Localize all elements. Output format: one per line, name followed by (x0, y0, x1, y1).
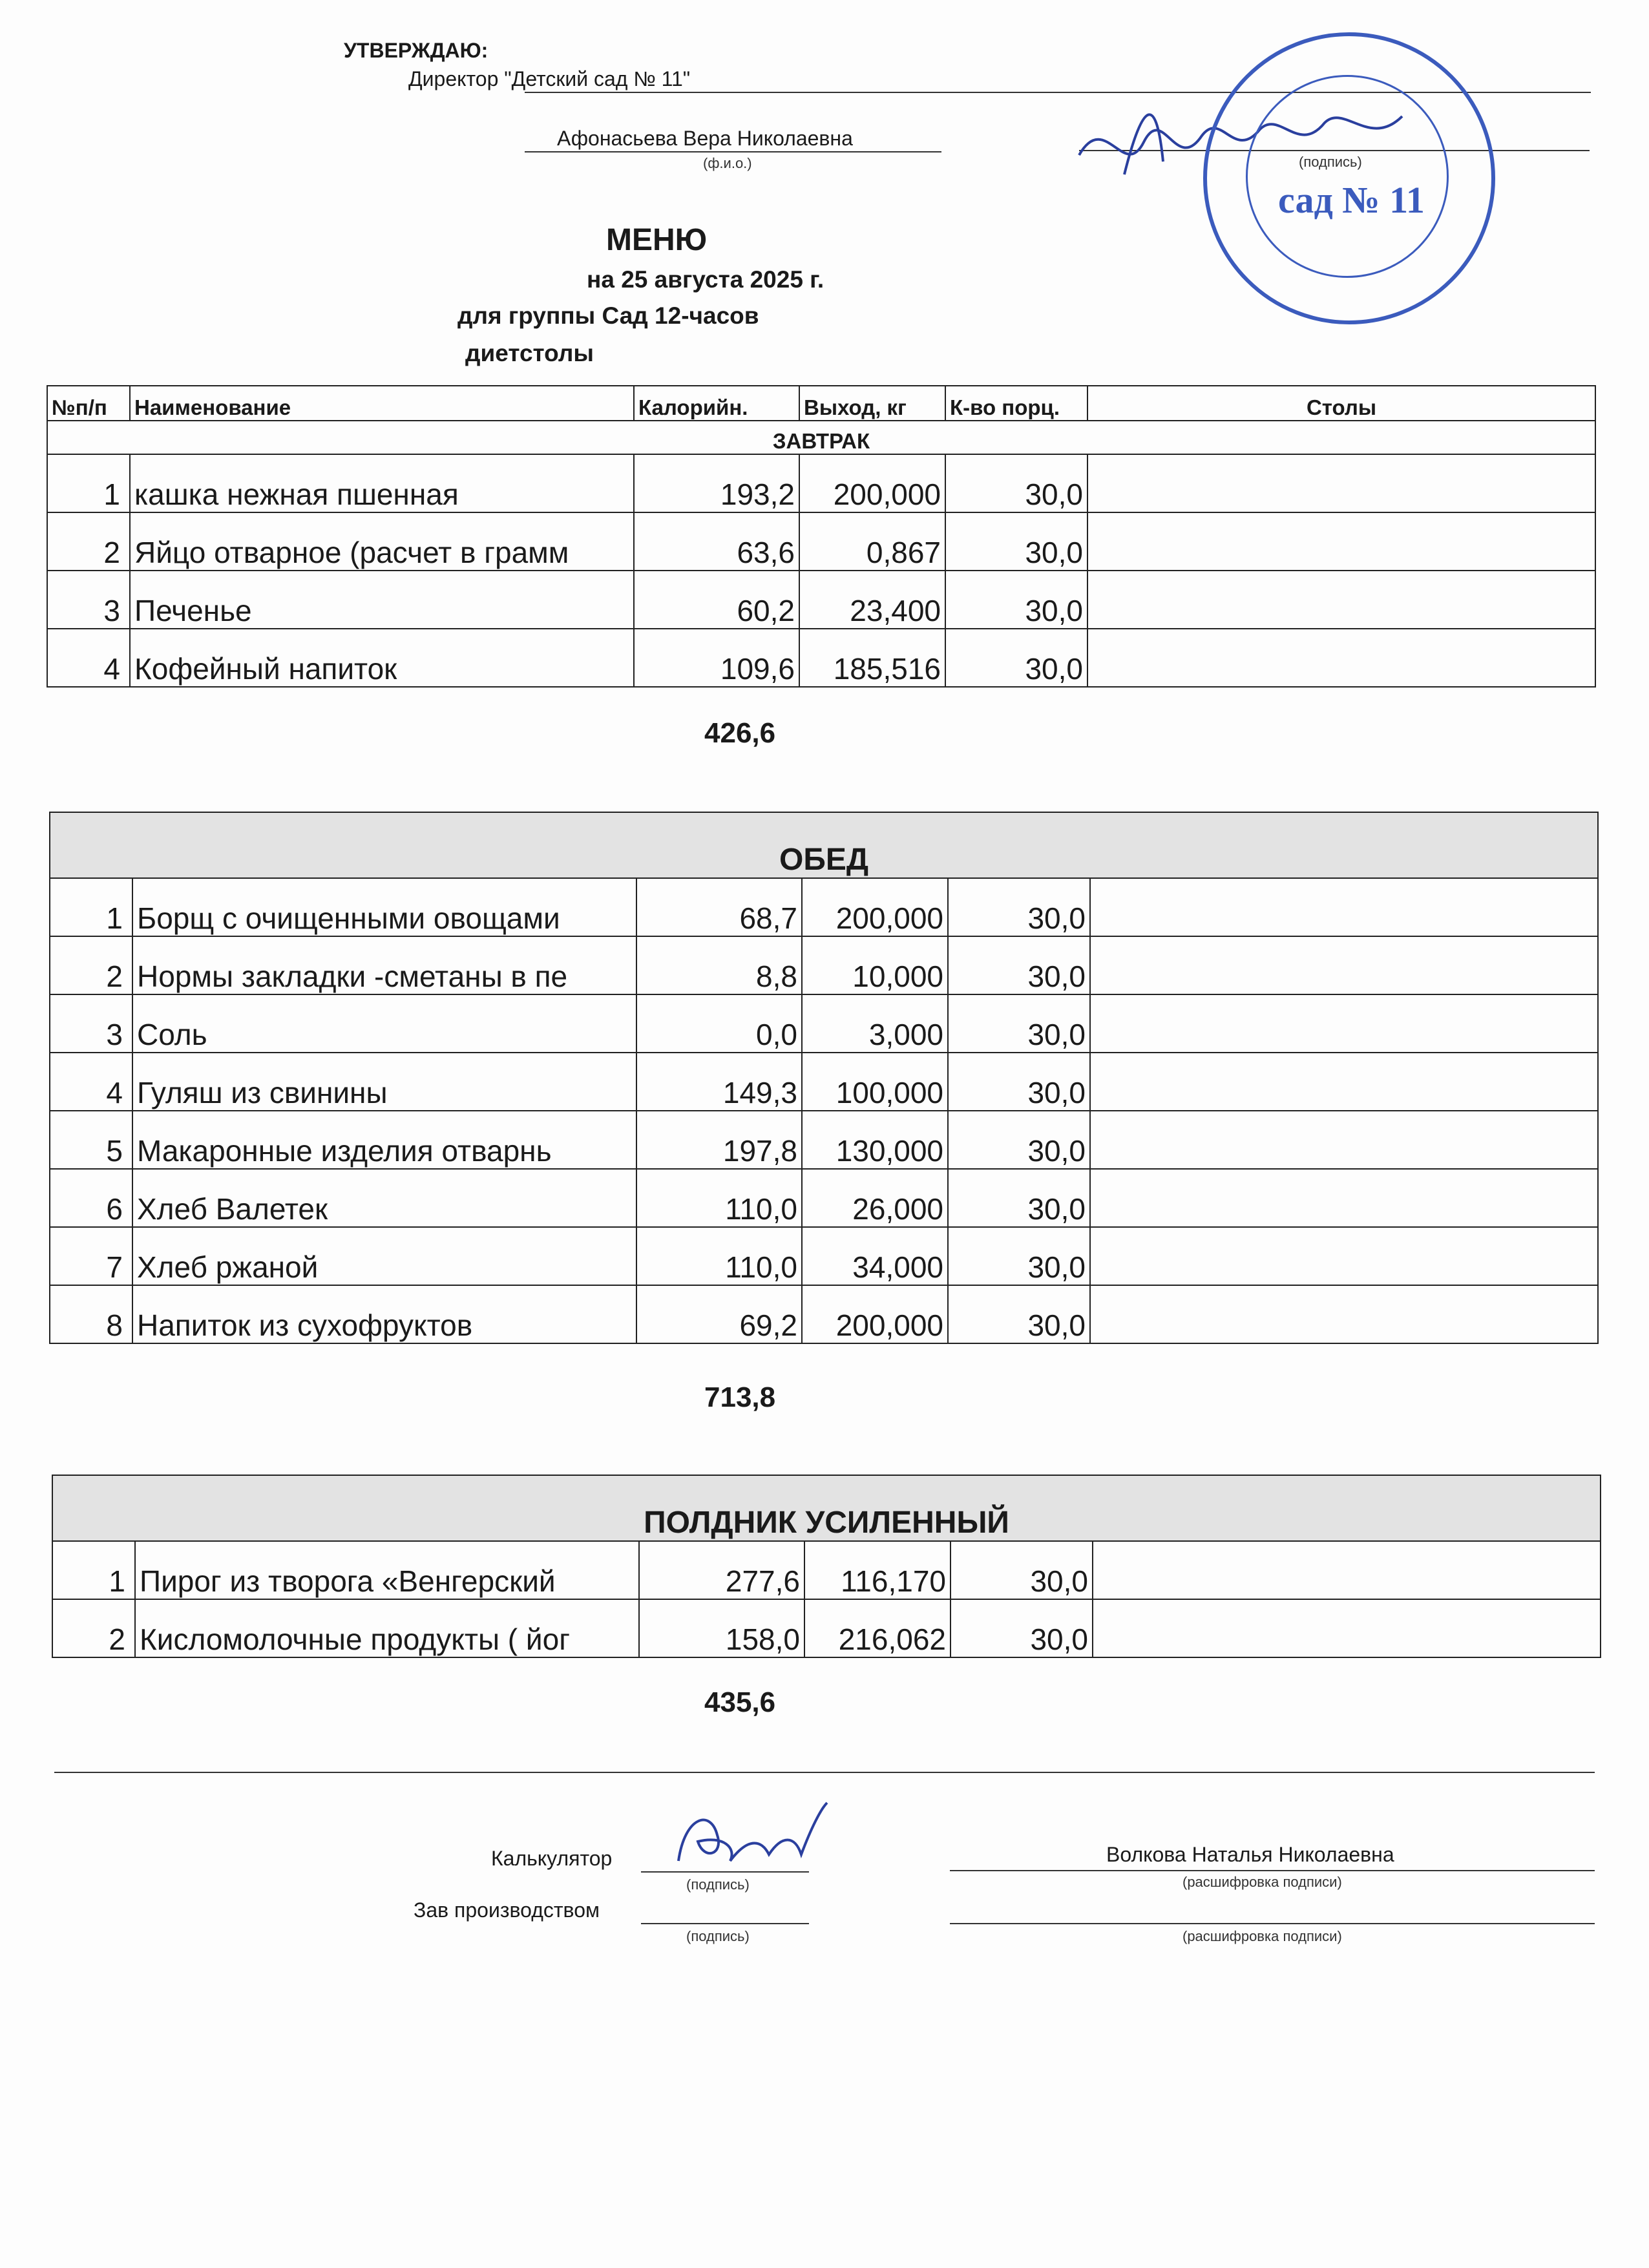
production-decoding-caption: (расшифровка подписи) (1182, 1928, 1342, 1944)
row-portions: 30,0 (948, 878, 1090, 936)
calculator-signature-caption: (подпись) (686, 1876, 750, 1893)
table-row (47, 512, 1595, 571)
breakfast-total: 426,6 (704, 717, 776, 749)
section-row (47, 421, 1595, 454)
header-calories: Калорийн. (634, 386, 799, 421)
production-signature-caption: (подпись) (686, 1928, 750, 1944)
row-name: Напиток из сухофруктов (132, 1285, 636, 1343)
row-portions: 30,0 (948, 994, 1090, 1053)
row-name: Кофейный напиток (130, 629, 634, 687)
row-name: Печенье (130, 571, 634, 629)
row-portions: 30,0 (945, 571, 1087, 629)
row-yield: 200,000 (802, 1285, 948, 1343)
row-number: 8 (50, 1285, 132, 1343)
row-calories: 193,2 (634, 454, 799, 512)
header-number: №п/п (47, 386, 130, 421)
table-row (52, 1541, 1601, 1599)
row-yield: 130,000 (802, 1111, 948, 1169)
row-tables (1087, 512, 1595, 571)
row-number: 3 (47, 571, 130, 629)
row-calories: 158,0 (639, 1599, 804, 1657)
row-name: Хлеб Валетек (132, 1169, 636, 1227)
row-portions: 30,0 (951, 1541, 1093, 1599)
calculator-signature (666, 1796, 846, 1880)
row-name: Соль (132, 994, 636, 1053)
header-yield: Выход, кг (799, 386, 945, 421)
row-yield: 0,867 (799, 512, 945, 571)
row-number: 5 (50, 1111, 132, 1169)
row-number: 2 (50, 936, 132, 994)
menu-title: МЕНЮ (606, 223, 708, 257)
calculator-name-line (950, 1870, 1595, 1871)
row-portions: 30,0 (948, 1053, 1090, 1111)
row-number: 7 (50, 1227, 132, 1285)
row-yield: 200,000 (799, 454, 945, 512)
row-yield: 3,000 (802, 994, 948, 1053)
row-tables (1087, 454, 1595, 512)
header-portions: К-во порц. (945, 386, 1087, 421)
row-number: 3 (50, 994, 132, 1053)
row-yield: 200,000 (802, 878, 948, 936)
row-tables (1090, 1169, 1598, 1227)
row-number: 2 (47, 512, 130, 571)
section-row (50, 812, 1598, 878)
row-portions: 30,0 (945, 512, 1087, 571)
row-yield: 34,000 (802, 1227, 948, 1285)
table-row (50, 878, 1598, 936)
table-row (47, 454, 1595, 512)
table-row (50, 1285, 1598, 1343)
fio-caption: (ф.и.о.) (703, 155, 752, 171)
row-portions: 30,0 (948, 1227, 1090, 1285)
row-number: 2 (52, 1599, 135, 1657)
row-name: Яйцо отварное (расчет в грамм (130, 512, 634, 571)
approval-title: УТВЕРЖДАЮ: (344, 39, 488, 62)
table-row (50, 994, 1598, 1053)
table-row (47, 571, 1595, 629)
row-yield: 116,170 (804, 1541, 951, 1599)
row-name: Макаронные изделия отварнь (132, 1111, 636, 1169)
row-yield: 216,062 (804, 1599, 951, 1657)
row-calories: 109,6 (634, 629, 799, 687)
menu-date: на 25 августа 2025 г. (587, 266, 824, 293)
snack-table (52, 1475, 1601, 1658)
row-tables (1090, 1227, 1598, 1285)
row-yield: 10,000 (802, 936, 948, 994)
calculator-decoding-caption: (расшифровка подписи) (1182, 1874, 1342, 1890)
row-portions: 30,0 (948, 1285, 1090, 1343)
breakfast-table (47, 385, 1596, 688)
row-calories: 110,0 (636, 1227, 802, 1285)
row-portions: 30,0 (945, 629, 1087, 687)
stamp-text: сад № 11 (1278, 179, 1425, 221)
row-calories: 8,8 (636, 936, 802, 994)
row-yield: 185,516 (799, 629, 945, 687)
row-tables (1087, 629, 1595, 687)
row-name: Пирог из творога «Венгерский (135, 1541, 639, 1599)
table-header (47, 386, 1595, 421)
menu-group: для группы Сад 12-часов (457, 302, 759, 329)
row-calories: 277,6 (639, 1541, 804, 1599)
row-tables (1093, 1599, 1601, 1657)
row-tables (1090, 936, 1598, 994)
row-number: 1 (50, 878, 132, 936)
row-portions: 30,0 (945, 454, 1087, 512)
row-number: 4 (47, 629, 130, 687)
section-title: ПОЛДНИК УСИЛЕННЫЙ (52, 1475, 1601, 1541)
calculator-label: Калькулятор (491, 1847, 613, 1870)
menu-subtitle: диетстолы (465, 340, 594, 366)
row-tables (1090, 1285, 1598, 1343)
row-tables (1090, 994, 1598, 1053)
row-tables (1093, 1541, 1601, 1599)
section-row (52, 1475, 1601, 1541)
row-number: 1 (47, 454, 130, 512)
row-name: кашка нежная пшенная (130, 454, 634, 512)
row-calories: 197,8 (636, 1111, 802, 1169)
row-tables (1090, 1053, 1598, 1111)
row-calories: 68,7 (636, 878, 802, 936)
stamp-inner-ring (1246, 75, 1449, 278)
table-row (50, 1169, 1598, 1227)
section-title: ОБЕД (50, 812, 1598, 878)
row-calories: 60,2 (634, 571, 799, 629)
row-yield: 23,400 (799, 571, 945, 629)
production-label: Зав производством (414, 1898, 600, 1922)
calculator-name: Волкова Наталья Николаевна (1106, 1843, 1394, 1866)
table-row (47, 629, 1595, 687)
production-signature-line (641, 1923, 809, 1924)
approval-signature-caption: (подпись) (1299, 154, 1362, 170)
row-portions: 30,0 (948, 1111, 1090, 1169)
row-portions: 30,0 (948, 1169, 1090, 1227)
row-name: Нормы закладки -сметаны в пе (132, 936, 636, 994)
row-name: Хлеб ржаной (132, 1227, 636, 1285)
organization-stamp (1203, 32, 1495, 324)
table-row (50, 1227, 1598, 1285)
production-name-line (950, 1923, 1595, 1924)
row-number: 6 (50, 1169, 132, 1227)
row-portions: 30,0 (951, 1599, 1093, 1657)
lunch-total: 713,8 (704, 1381, 776, 1413)
row-calories: 110,0 (636, 1169, 802, 1227)
director-name: Афонасьева Вера Николаевна (557, 127, 853, 150)
row-tables (1087, 571, 1595, 629)
snack-total: 435,6 (704, 1686, 776, 1718)
section-title: ЗАВТРАК (47, 421, 1595, 454)
table-row (50, 1053, 1598, 1111)
row-name: Кисломолочные продукты ( йог (135, 1599, 639, 1657)
row-number: 1 (52, 1541, 135, 1599)
table-row (50, 936, 1598, 994)
row-calories: 0,0 (636, 994, 802, 1053)
row-calories: 149,3 (636, 1053, 802, 1111)
lunch-table (49, 812, 1599, 1344)
row-calories: 69,2 (636, 1285, 802, 1343)
table-row (50, 1111, 1598, 1169)
row-tables (1090, 1111, 1598, 1169)
row-portions: 30,0 (948, 936, 1090, 994)
footer-divider (54, 1772, 1595, 1773)
row-yield: 100,000 (802, 1053, 948, 1111)
header-name: Наименование (130, 386, 634, 421)
row-number: 4 (50, 1053, 132, 1111)
name-underline (525, 151, 941, 152)
row-tables (1090, 878, 1598, 936)
row-calories: 63,6 (634, 512, 799, 571)
row-yield: 26,000 (802, 1169, 948, 1227)
table-row (52, 1599, 1601, 1657)
row-name: Борщ с очищенными овощами (132, 878, 636, 936)
row-name: Гуляш из свинины (132, 1053, 636, 1111)
header-tables: Столы (1087, 386, 1595, 421)
director-position: Директор "Детский сад № 11" (408, 67, 691, 90)
